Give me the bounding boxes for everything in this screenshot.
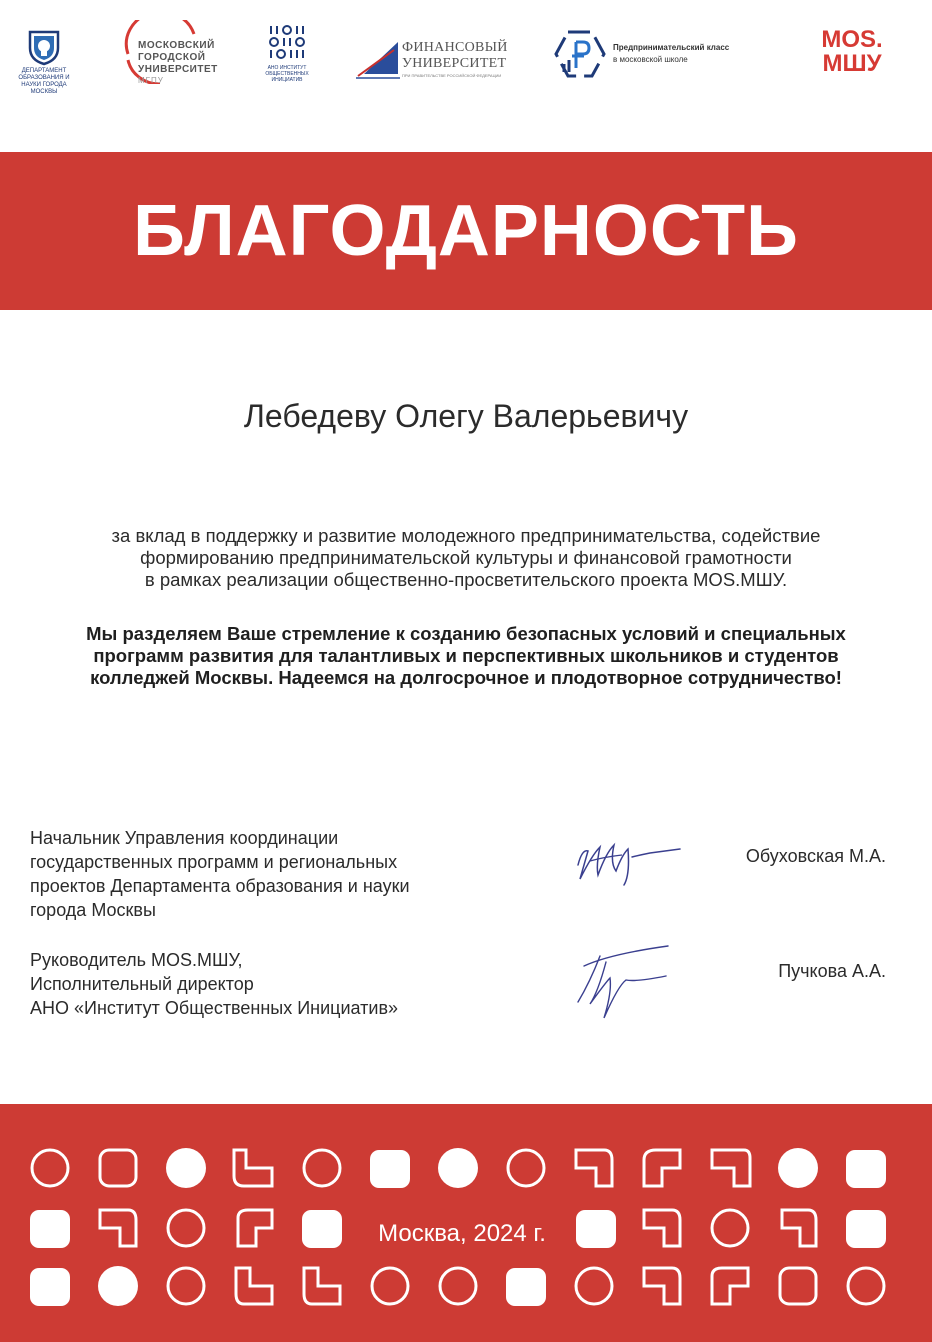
department-logo-text: ДЕПАРТАМЕНТ ОБРАЗОВАНИЯ И НАУКИ ГОРОДА МОСКВЫ xyxy=(18,68,70,95)
body-line-1: за вклад в поддержку и развитие молодежного предпринимательства, содействие xyxy=(111,525,821,546)
title-banner xyxy=(0,152,932,310)
ruble-hexagon-icon xyxy=(552,26,608,82)
ring-shape xyxy=(712,1210,748,1246)
corner-shape-outline xyxy=(712,1150,750,1186)
aii-logo xyxy=(262,20,312,83)
ring-shape xyxy=(304,1150,340,1186)
entrepreneur-class-logo xyxy=(552,20,732,80)
entrepreneur-line1: Предпринимательский класс xyxy=(613,43,730,52)
ring-shape xyxy=(440,1268,476,1304)
signature-1 xyxy=(570,835,690,887)
mos-line1: MOS. xyxy=(821,26,883,53)
signatory-1-position-line: проектов Департамента образования и науки xyxy=(30,876,410,896)
mgpu-line3: УНИВЕРСИТЕТ xyxy=(138,64,218,75)
corner-shape-outline xyxy=(782,1210,816,1246)
mgpu-line2: ГОРОДСКОЙ xyxy=(138,52,206,63)
financial-sub: ПРИ ПРАВИТЕЛЬСТВЕ РОССИЙСКОЙ ФЕДЕРАЦИИ xyxy=(402,73,502,78)
signatory-1-position-line: государственных программ и региональных xyxy=(30,852,398,872)
corner-shape-outline xyxy=(238,1210,272,1246)
ring-shape xyxy=(576,1268,612,1304)
signatory-1-position xyxy=(30,826,530,922)
corner-shape-outline xyxy=(712,1268,748,1304)
disc-shape xyxy=(778,1148,818,1188)
corner-shape-outline xyxy=(576,1150,612,1186)
mgpu-sub: МГПУ xyxy=(138,76,164,85)
ring-shape xyxy=(168,1268,204,1304)
financial-line1: ФИНАНСОВЫЙ xyxy=(402,40,508,55)
rounded-square-filled xyxy=(846,1150,886,1188)
rounded-square-outline xyxy=(780,1268,816,1304)
ring-shape xyxy=(168,1210,204,1246)
rounded-square-outline xyxy=(100,1150,136,1186)
body-bold-line-1: Мы разделяем Ваше стремление к созданию безопасных условий и специальных xyxy=(86,623,846,644)
department-logo xyxy=(14,20,74,96)
financial-university-logo xyxy=(354,20,514,80)
ring-shape xyxy=(32,1150,68,1186)
corner-shape-outline xyxy=(644,1210,680,1246)
signatory-2-position-line: АНО «Институт Общественных Инициатив» xyxy=(30,998,399,1018)
body-line-2: формированию предпринимательской культуры и финансовой грамотности xyxy=(140,547,792,568)
disc-shape xyxy=(166,1148,206,1188)
mos-line2: МШУ xyxy=(822,50,882,77)
coat-of-arms-icon xyxy=(24,26,64,66)
signatory-2-position-line: Руководитель MOS.МШУ, xyxy=(30,950,243,970)
ring-shape xyxy=(848,1268,884,1304)
entrepreneur-line2: в московской школе xyxy=(613,55,688,64)
corner-shape-outline xyxy=(644,1268,680,1304)
rounded-square-filled xyxy=(576,1210,616,1248)
l-shape-outline xyxy=(236,1268,272,1304)
signatory-1-name: Обуховская М.А. xyxy=(745,846,886,866)
disc-shape xyxy=(98,1266,138,1306)
rounded-square-filled xyxy=(846,1210,886,1248)
mos-mshu-logo xyxy=(814,20,890,80)
signatory-2-name: Пучкова А.А. xyxy=(778,961,886,981)
rounded-square-filled xyxy=(30,1210,70,1248)
financial-line2: УНИВЕРСИТЕТ xyxy=(402,56,507,71)
signatory-1-position-line: Начальник Управления координации xyxy=(30,828,339,848)
iii-icon xyxy=(267,22,307,62)
ring-shape xyxy=(508,1150,544,1186)
signatory-2-position-line: Исполнительный директор xyxy=(30,974,254,994)
rounded-square-filled xyxy=(30,1268,70,1306)
corner-shape-outline xyxy=(100,1210,136,1246)
signature-2 xyxy=(570,942,680,1024)
document-title: БЛАГОДАРНОСТЬ xyxy=(133,191,799,271)
mgpu-logo xyxy=(120,20,230,85)
rounded-square-filled xyxy=(302,1210,342,1248)
rounded-square-filled xyxy=(506,1268,546,1306)
signatory-1-position-line: города Москвы xyxy=(30,900,156,920)
body-bold-line-3: колледжей Москвы. Надеемся на долгосрочное и плодотворное сотрудничество! xyxy=(90,667,842,688)
body-line-3: в рамках реализации общественно-просветительского проекта MOS.МШУ. xyxy=(144,569,788,590)
corner-shape-outline xyxy=(644,1150,680,1186)
recipient-name: Лебедеву Олегу Валерьевичу xyxy=(243,398,689,434)
ring-shape xyxy=(372,1268,408,1304)
aii-logo-text: АНО ИНСТИТУТ ОБЩЕСТВЕННЫХ ИНИЦИАТИВ xyxy=(265,65,309,83)
l-shape-outline xyxy=(234,1150,272,1186)
l-shape-outline xyxy=(304,1268,340,1304)
disc-shape xyxy=(438,1148,478,1188)
rounded-square-filled xyxy=(370,1150,410,1188)
body-bold-text xyxy=(20,623,912,689)
signatory-2-position xyxy=(30,948,530,1020)
mgpu-line1: МОСКОВСКИЙ xyxy=(138,40,215,51)
financial-university-emblem-icon xyxy=(354,20,404,80)
partner-logos xyxy=(0,20,932,100)
body-text xyxy=(20,525,912,591)
body-bold-line-2: программ развития для талантливых и перспективных школьников и студентов xyxy=(93,645,839,666)
city-year: Москва, 2024 г. xyxy=(378,1220,546,1247)
